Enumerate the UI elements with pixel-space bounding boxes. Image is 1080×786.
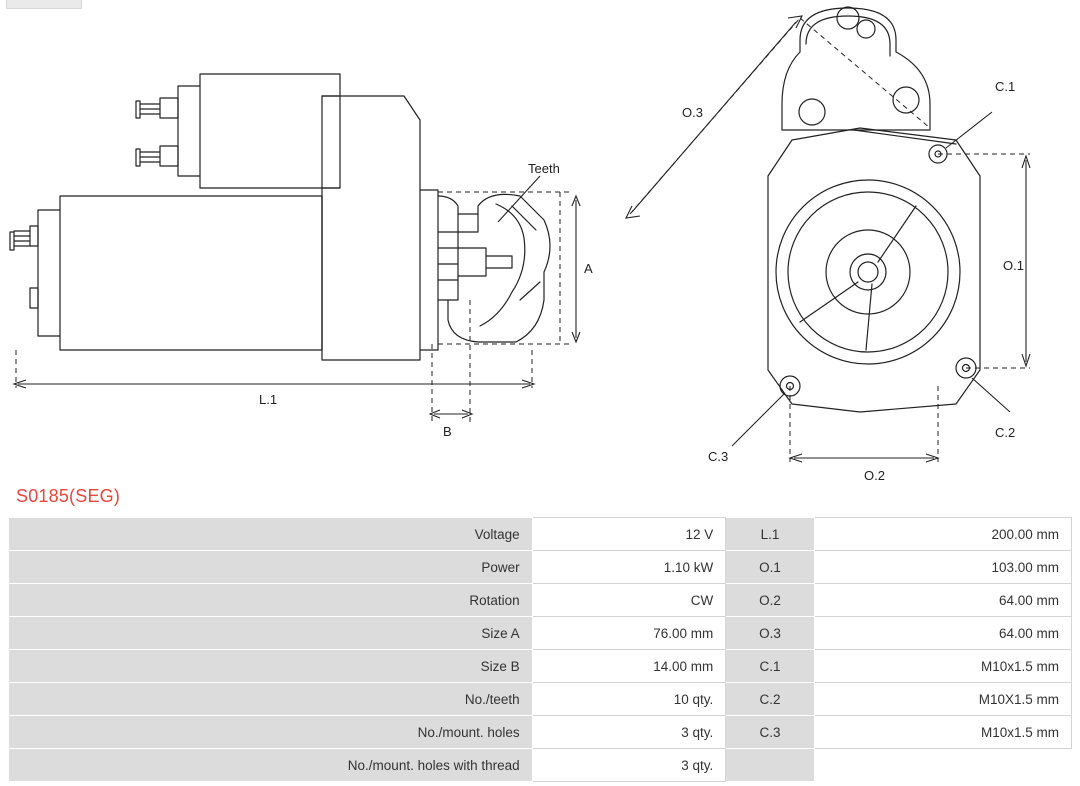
spec-code: O.2 bbox=[726, 584, 815, 617]
label-o3: O.3 bbox=[682, 105, 703, 120]
page-title: S0185(SEG) bbox=[16, 486, 121, 506]
spec-value: 3 qty. bbox=[532, 749, 726, 782]
table-row bbox=[9, 650, 1072, 683]
spec-code: C.3 bbox=[726, 716, 815, 749]
spec-code: L.1 bbox=[726, 518, 815, 551]
spec-label: No./mount. holes bbox=[9, 716, 533, 749]
label-teeth: Teeth bbox=[528, 161, 560, 176]
spec-label: Voltage bbox=[9, 518, 533, 551]
spec-value: 76.00 mm bbox=[532, 617, 726, 650]
table-row bbox=[9, 683, 1072, 716]
table-row bbox=[9, 749, 1072, 782]
spec-label: No./mount. holes with thread bbox=[9, 749, 533, 782]
spec-code-value-empty bbox=[814, 749, 1071, 782]
spec-label: Rotation bbox=[9, 584, 533, 617]
spec-value: 1.10 kW bbox=[532, 551, 726, 584]
specifications-table bbox=[8, 517, 1072, 782]
spec-code: O.3 bbox=[726, 617, 815, 650]
table-row bbox=[9, 584, 1072, 617]
label-o1: O.1 bbox=[1003, 258, 1024, 273]
spec-table-body bbox=[9, 518, 1072, 782]
table-row bbox=[9, 716, 1072, 749]
label-b: B bbox=[443, 424, 452, 439]
label-c3: C.3 bbox=[708, 449, 729, 464]
spec-code-value: 64.00 mm bbox=[814, 617, 1071, 650]
spec-code-value: M10X1.5 mm bbox=[814, 683, 1071, 716]
spec-label: Size A bbox=[9, 617, 533, 650]
table-row bbox=[9, 551, 1072, 584]
spec-code-value: M10x1.5 mm bbox=[814, 716, 1071, 749]
label-c1: C.1 bbox=[995, 79, 1016, 94]
label-l1: L.1 bbox=[259, 392, 278, 407]
spec-code-value: 103.00 mm bbox=[814, 551, 1071, 584]
spec-value: 3 qty. bbox=[532, 716, 726, 749]
spec-value: 10 qty. bbox=[532, 683, 726, 716]
spec-code-empty bbox=[726, 749, 815, 782]
spec-code-value: 64.00 mm bbox=[814, 584, 1071, 617]
table-row bbox=[9, 617, 1072, 650]
table-row bbox=[9, 518, 1072, 551]
label-o2: O.2 bbox=[864, 468, 885, 480]
label-c2: C.2 bbox=[995, 425, 1016, 440]
spec-code: C.2 bbox=[726, 683, 815, 716]
label-a: A bbox=[584, 261, 593, 276]
spec-value: 14.00 mm bbox=[532, 650, 726, 683]
spec-code: O.1 bbox=[726, 551, 815, 584]
spec-label: No./teeth bbox=[9, 683, 533, 716]
spec-value: 12 V bbox=[532, 518, 726, 551]
spec-code-value: M10x1.5 mm bbox=[814, 650, 1071, 683]
spec-label: Size B bbox=[9, 650, 533, 683]
spec-code-value: 200.00 mm bbox=[814, 518, 1071, 551]
spec-label: Power bbox=[9, 551, 533, 584]
spec-code: C.1 bbox=[726, 650, 815, 683]
spec-value: CW bbox=[532, 584, 726, 617]
